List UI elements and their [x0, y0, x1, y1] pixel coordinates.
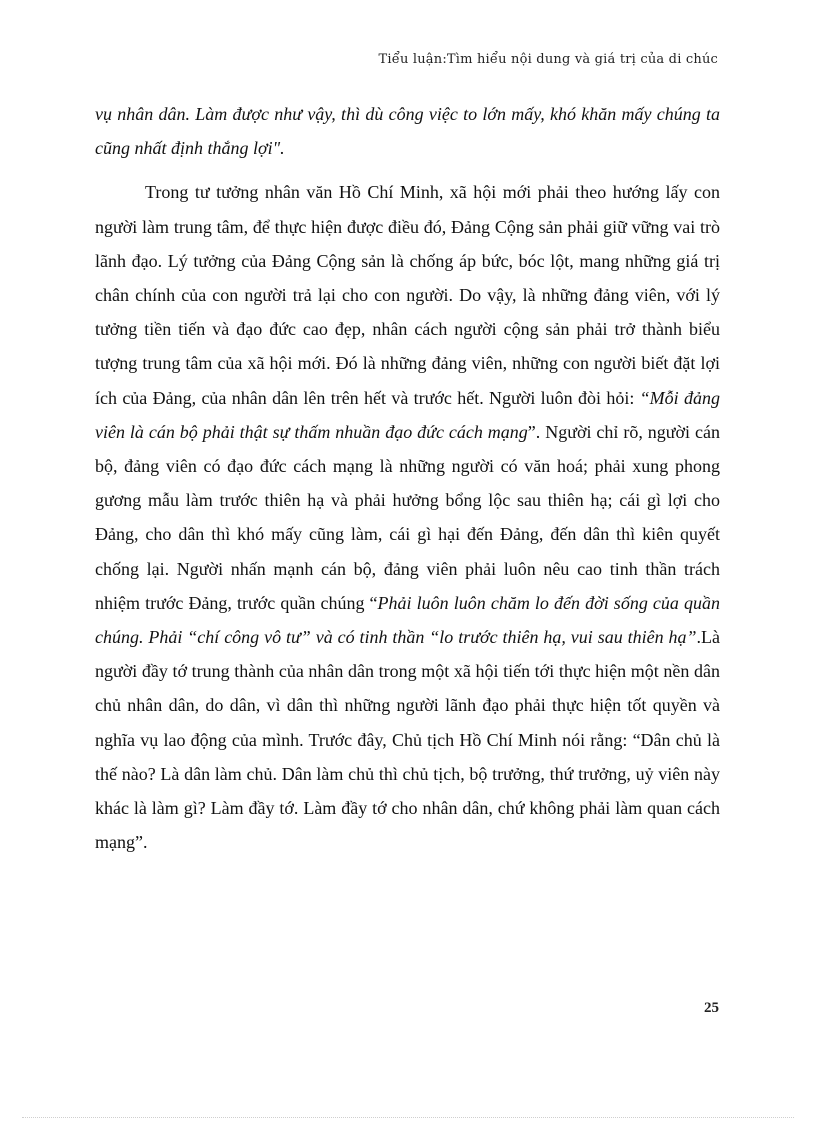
text-segment: ”. Người chỉ rõ, người cán bộ, đảng viên có đạo đức cách mạng là những người có văn hoá; phải xung phong gương mẫu làm trước thiên hạ và phải hưởng bổng lộc sau thiên hạ; cái gì lợi cho Đảng, cho dân thì khó mấy cũng làm, cái gì hại đến Đảng, đến dân thì kiên quyết chống lại. Người nhấn mạnh cán bộ, đảng viên phải luôn nêu cao tinh thần trách nhiệm trước Đảng, trước quần chúng “ — [95, 421, 720, 613]
italic-quote: “Mỗi đảng viên là cán bộ phải thật sự thấm nhuần đạo đức cách mạng — [95, 387, 720, 442]
text-segment: .Là người đầy tớ trung thành của nhân dân trong một xã hội tiến tới thực hiện một nền dân chủ nhân dân, do dân, vì dân thì những người lãnh đạo phải thực hiện tốt quyền và nghĩa vụ lao động của mình. Trước đây, Chủ tịch Hồ Chí Minh nói rằng: “Dân chủ là thế nào? Là dân làm chủ. Dân làm chủ thì chủ tịch, bộ trưởng, thứ trưởng, uỷ viên này khác là làm gì? Làm đầy tớ. Làm đầy tớ cho nhân dân, chứ không phải làm quan cách mạng”. — [95, 627, 720, 853]
italic-quote: Phải luôn luôn chăm lo đến đời sống của quần chúng. Phải “chí công vô tư” và có tinh thần “lo trước thiên hạ, vui sau thiên hạ” — [95, 592, 720, 648]
page-number: 25 — [704, 1000, 719, 1016]
paragraph-continued-quote — [95, 97, 720, 165]
text-segment: Trong tư tưởng nhân văn Hồ Chí Minh, xã hội mới phải theo hướng lấy con người làm trung tâm, để thực hiện được điều đó, Đảng Cộng sản phải giữ vững vai trò lãnh đạo. Lý tưởng của Đảng Cộng sản là chống áp bức, bóc lột, mang những giá trị chân chính của con người trả lại cho con người. Do vậy, là những đảng viên, với lý tưởng tiền tiến và đạo đức cao đẹp, nhân cách người cộng sản phải trở thành biểu tượng trung tâm của xã hội mới. Đó là những đảng viên, những con người biết đặt lợi ích của Đảng, của nhân dân lên trên hết và trước hết. Người luôn đòi hỏi: — [95, 182, 720, 408]
quote-continuation: vụ nhân dân. Làm được như vậy, thì dù công việc to lớn mấy, khó khăn mấy chúng ta cũng nhất định thắng lợi". — [95, 104, 720, 159]
paragraph-main — [95, 175, 720, 859]
page-bottom-divider — [22, 1117, 794, 1118]
running-header: Tiểu luận:Tìm hiểu nội dung và giá trị của di chúc — [378, 52, 718, 67]
body-text — [95, 97, 720, 859]
